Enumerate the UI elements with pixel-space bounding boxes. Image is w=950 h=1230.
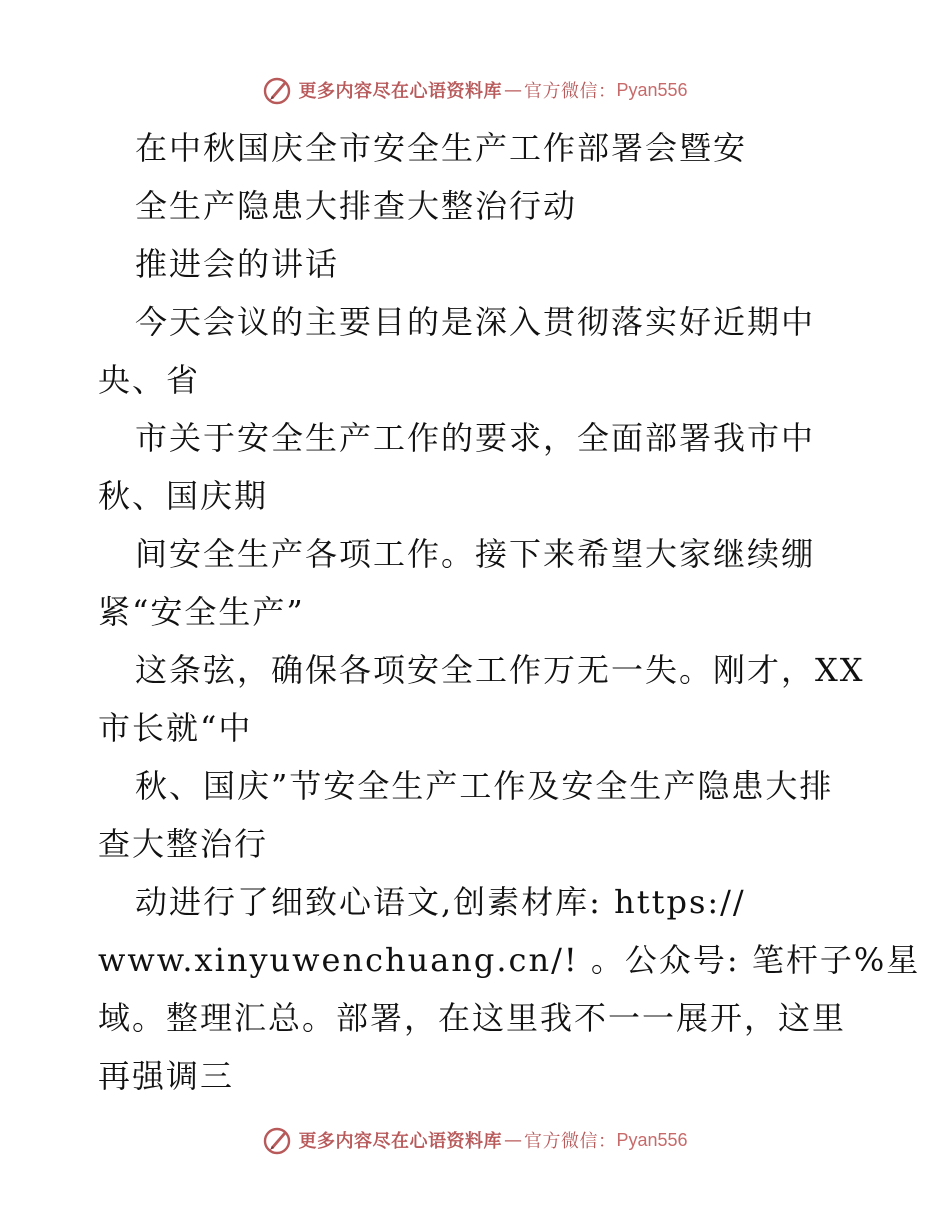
title-line-3: 推进会的讲话	[135, 245, 340, 283]
text-line: 央、省	[98, 361, 201, 399]
footer-watermark	[0, 1120, 950, 1160]
text-line: 动进行了细致心语文,创素材库: https://	[135, 883, 746, 921]
watermark-wechat-label: 官方微信：	[523, 1131, 617, 1152]
watermark-separator: —	[503, 79, 522, 101]
text-line: 查大整治行	[98, 825, 269, 863]
text-line: 市关于安全生产工作的要求，全面部署我市中	[135, 419, 816, 457]
text-line: 秋、国庆”节安全生产工作及安全生产隐患大排	[135, 767, 834, 805]
watermark-site-text: 更多内容尽在心语资料库	[298, 1131, 502, 1152]
title-line-2: 全生产隐患大排查大整治行动	[135, 187, 578, 225]
text-line: 域。整理汇总。部署，在这里我不一一展开，这里	[98, 999, 847, 1037]
quill-pen-logo-icon	[262, 75, 292, 105]
watermark-wechat-label: 官方微信：	[523, 81, 617, 102]
text-line: 紧“安全生产”	[98, 593, 305, 631]
text-line: 这条弦，确保各项安全工作万无一失。刚才，XX	[135, 651, 865, 689]
title-line-1: 在中秋国庆全市安全生产工作部署会暨安	[135, 129, 748, 167]
watermark-separator: —	[503, 1129, 522, 1151]
watermark-account: Pyan556	[616, 79, 688, 100]
watermark-site-text: 更多内容尽在心语资料库	[298, 81, 502, 102]
text-line: 间安全生产各项工作。接下来希望大家继续绷	[135, 535, 816, 573]
text-line: 秋、国庆期	[98, 477, 269, 515]
text-line: 今天会议的主要目的是深入贯彻落实好近期中	[135, 303, 816, 341]
text-line: www.xinyuwenchuang.cn/! 。公众号: 笔杆子%星	[98, 941, 921, 979]
watermark-account: Pyan556	[616, 1129, 688, 1150]
text-line: 再强调三	[98, 1057, 235, 1095]
document-body	[0, 119, 950, 1105]
header-watermark	[0, 70, 950, 110]
quill-pen-logo-icon	[262, 1125, 292, 1155]
text-line: 市长就“中	[98, 709, 253, 747]
